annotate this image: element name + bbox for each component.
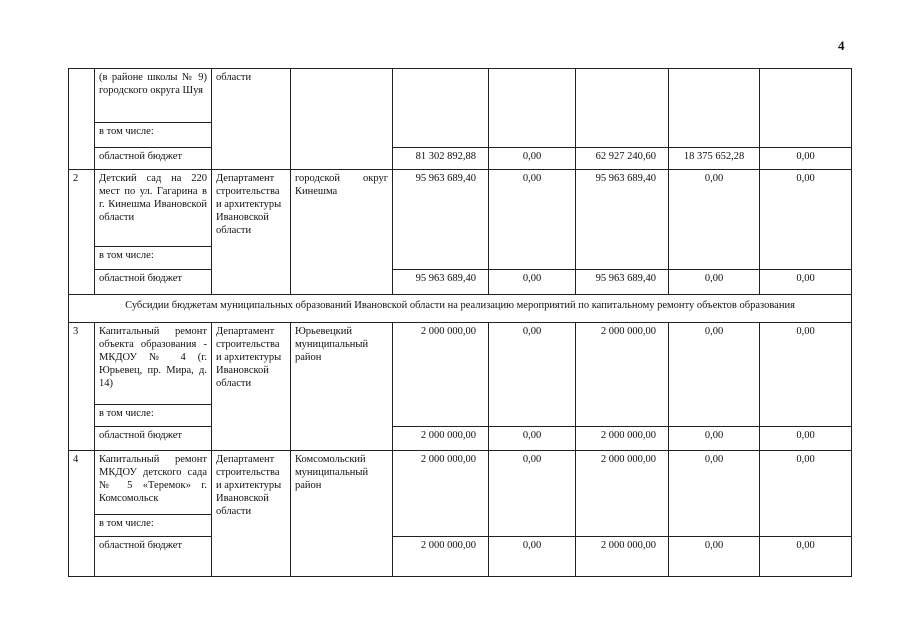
num-cell: 2 (69, 170, 95, 295)
budget-value: 2 000 000,00 (393, 427, 489, 451)
page-number: 4 (838, 38, 845, 53)
department-cell: Департамент строительства и архитектуры Ивановской области (212, 323, 291, 451)
budget-label: областной бюджет (95, 537, 212, 577)
value-cell: 2 000 000,00 (576, 451, 669, 537)
budget-value: 95 963 689,40 (393, 270, 489, 295)
value-cell: 0,00 (669, 170, 760, 270)
sub-label: в том числе: (95, 247, 212, 270)
budget-value: 0,00 (489, 270, 576, 295)
value-cell: 0,00 (760, 451, 852, 537)
budget-value: 81 302 892,88 (393, 148, 489, 170)
object-name-cell: Капитальный ремонт МКДОУ детского сада № 5 «Теремок» г. Комсомольск (95, 451, 212, 515)
object-name-cell: Капитальный ремонт объекта образования - МКДОУ № 4 (г. Юрьевец, пр. Мира, д. 14) (95, 323, 212, 405)
budget-label: областной бюджет (95, 270, 212, 295)
value-cell: 0,00 (760, 170, 852, 270)
budget-value: 0,00 (760, 270, 852, 295)
table-row (69, 295, 852, 323)
sub-label: в том числе: (95, 123, 212, 148)
value-cell: 0,00 (489, 451, 576, 537)
table-row (69, 148, 852, 170)
budget-value: 0,00 (669, 270, 760, 295)
budget-value: 2 000 000,00 (576, 537, 669, 577)
table-row (69, 69, 852, 123)
budget-value: 2 000 000,00 (393, 537, 489, 577)
value-cell: 0,00 (669, 451, 760, 537)
total-value: 2 000 000,00 (393, 451, 489, 537)
budget-value: 18 375 652,28 (669, 148, 760, 170)
value-cell: 95 963 689,40 (576, 170, 669, 270)
value-cell: 0,00 (760, 323, 852, 427)
budget-value: 0,00 (760, 148, 852, 170)
municipality-cell: Комсомольский муниципальный район (291, 451, 393, 577)
municipality-cell (291, 69, 393, 170)
budget-label: областной бюджет (95, 427, 212, 451)
budget-label: областной бюджет (95, 148, 212, 170)
department-cell: Департамент строительства и архитектуры Ивановской области (212, 170, 291, 295)
object-name-cell: (в районе школы № 9) городского округа Шуя (95, 69, 212, 123)
budget-value: 0,00 (760, 537, 852, 577)
budget-value: 2 000 000,00 (576, 427, 669, 451)
value-cell: 0,00 (489, 170, 576, 270)
section-header: Субсидии бюджетам муниципальных образований Ивановской области на реализацию мероприятий по капитальному ремонту объектов образования (69, 295, 852, 323)
table-row (69, 537, 852, 577)
funding-table (68, 68, 852, 577)
table-row (69, 427, 852, 451)
num-cell: 4 (69, 451, 95, 577)
department-cell: Департамент строительства и архитектуры Ивановской области (212, 451, 291, 577)
table-row (69, 270, 852, 295)
municipality-cell: Юрьевецкий муниципальный район (291, 323, 393, 451)
table-row (69, 170, 852, 247)
budget-value: 0,00 (669, 537, 760, 577)
municipality-cell: городской округ Кинешма (291, 170, 393, 295)
num-cell: 3 (69, 323, 95, 451)
budget-value: 0,00 (760, 427, 852, 451)
budget-value: 0,00 (489, 148, 576, 170)
value-cell: 2 000 000,00 (576, 323, 669, 427)
department-cell: области (212, 69, 291, 170)
budget-value: 95 963 689,40 (576, 270, 669, 295)
value-cell: 0,00 (669, 323, 760, 427)
budget-value: 0,00 (489, 427, 576, 451)
sub-label: в том числе: (95, 515, 212, 537)
budget-value: 0,00 (669, 427, 760, 451)
num-cell (69, 69, 95, 170)
total-value: 95 963 689,40 (393, 170, 489, 270)
table-row (69, 323, 852, 405)
sub-label: в том числе: (95, 405, 212, 427)
total-value: 2 000 000,00 (393, 323, 489, 427)
value-cell: 0,00 (489, 323, 576, 427)
budget-value: 0,00 (489, 537, 576, 577)
budget-value: 62 927 240,60 (576, 148, 669, 170)
table-row (69, 451, 852, 515)
object-name-cell: Детский сад на 220 мест по ул. Гагарина в г. Кинешма Ивановской области (95, 170, 212, 247)
